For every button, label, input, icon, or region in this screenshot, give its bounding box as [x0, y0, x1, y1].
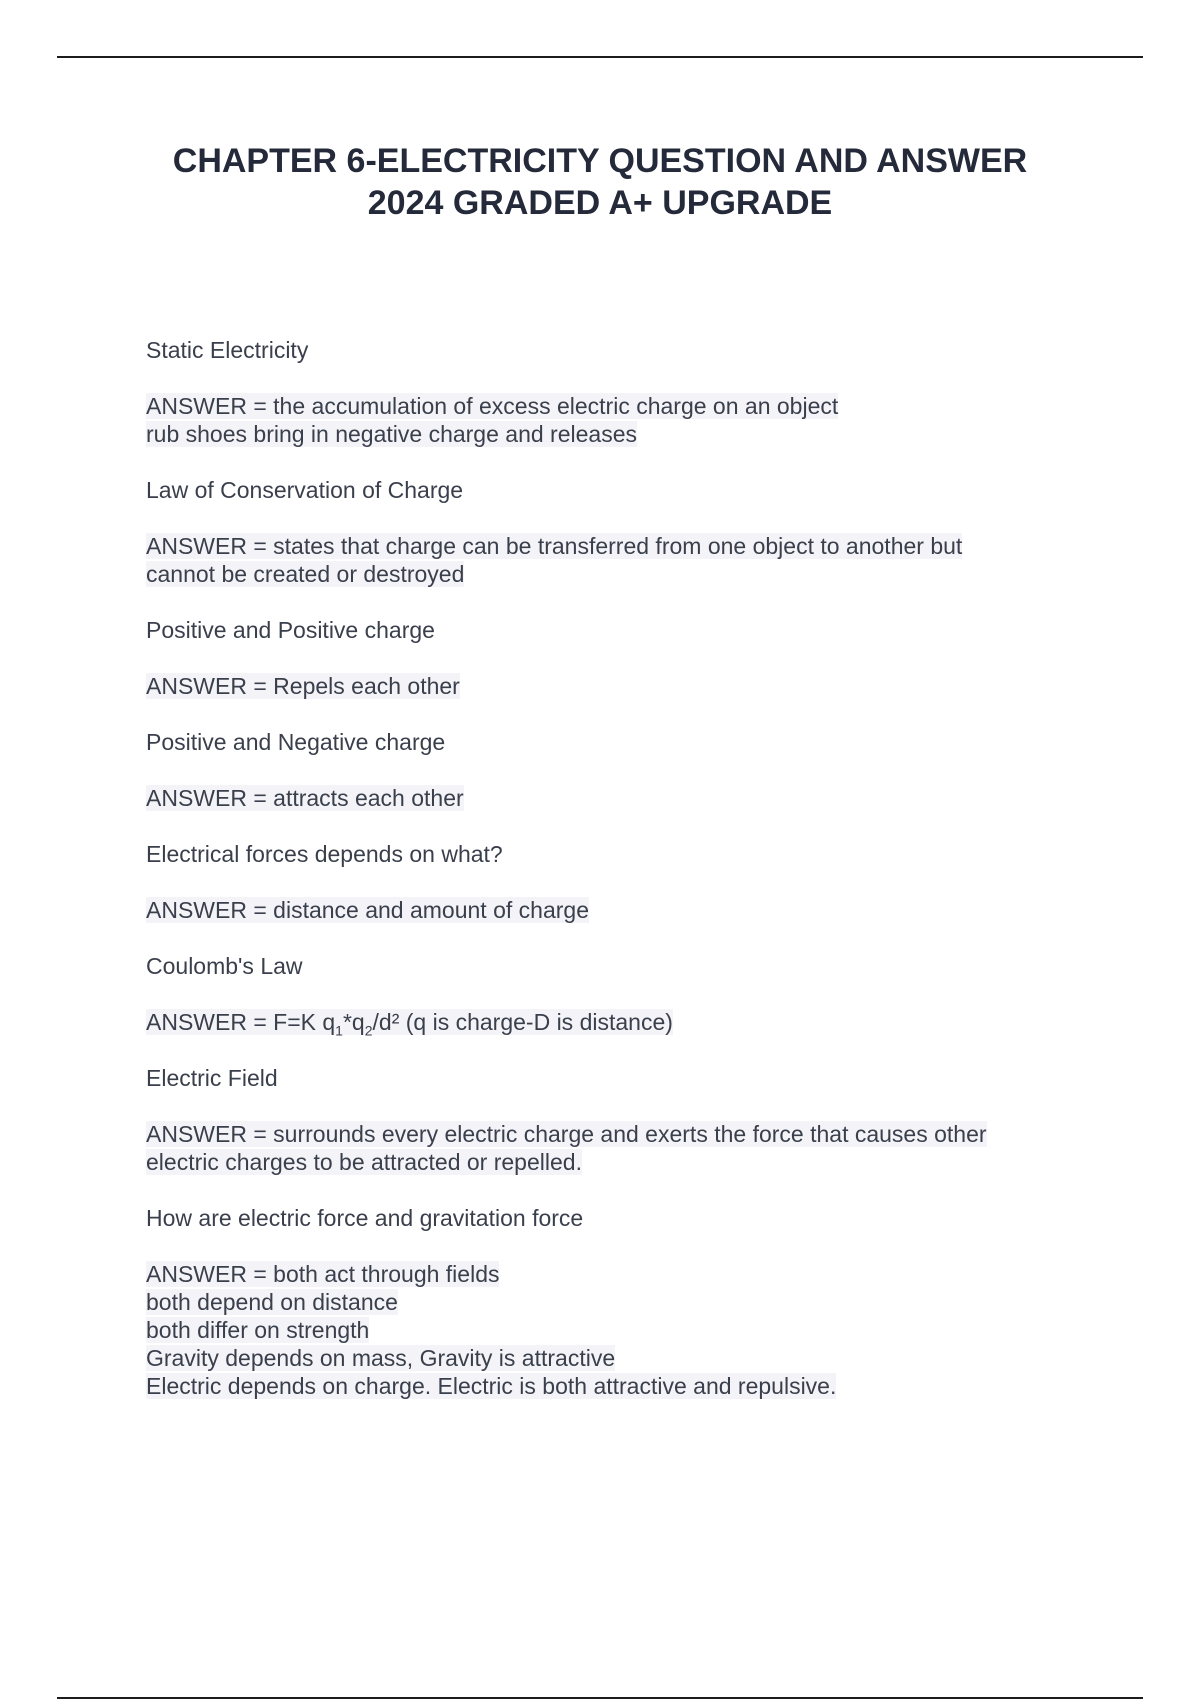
- answer: [146, 532, 1046, 588]
- answer: [146, 1120, 1046, 1176]
- qa-item-coulombs-law: [146, 952, 1046, 1039]
- answer-line: both depend on distance: [146, 1289, 398, 1315]
- formula-subscript-1: 1: [335, 1022, 343, 1039]
- qa-item-electric-vs-gravitation: [146, 1204, 1046, 1400]
- answer-line: Gravity depends on mass, Gravity is attractive: [146, 1345, 616, 1371]
- bottom-rule: [57, 1697, 1143, 1699]
- answer-line: ANSWER = distance and amount of charge: [146, 897, 589, 923]
- answer: [146, 672, 1046, 700]
- qa-item-conservation-of-charge: [146, 476, 1046, 588]
- answer-line: ANSWER = surrounds every electric charge and exerts the force that causes other: [146, 1121, 987, 1147]
- question: Static Electricity: [146, 337, 309, 363]
- question: Electrical forces depends on what?: [146, 841, 503, 867]
- answer: [146, 1008, 1046, 1039]
- qa-item-electric-field: [146, 1064, 1046, 1176]
- qa-item-static-electricity: [146, 336, 1046, 448]
- qa-item-electrical-forces: [146, 840, 1046, 924]
- answer-formula: [146, 1009, 673, 1039]
- answer-line: both differ on strength: [146, 1317, 370, 1343]
- qa-list: [146, 336, 1046, 1428]
- qa-item-positive-positive: [146, 616, 1046, 700]
- formula-subscript-2: 2: [364, 1022, 373, 1039]
- answer-line: ANSWER = attracts each other: [146, 785, 464, 811]
- formula-middle: *q: [342, 1009, 365, 1035]
- question: Coulomb's Law: [146, 953, 303, 979]
- answer-line: ANSWER = the accumulation of excess electric charge on an object: [146, 393, 839, 419]
- answer: [146, 1260, 1046, 1400]
- question: Electric Field: [146, 1065, 278, 1091]
- title-line-1: CHAPTER 6-ELECTRICITY QUESTION AND ANSWER: [172, 142, 1028, 180]
- document-title: [57, 140, 1143, 224]
- formula-suffix: /d² (q is charge-D is distance): [372, 1009, 673, 1035]
- answer-line: ANSWER = Repels each other: [146, 673, 460, 699]
- answer: [146, 784, 1046, 812]
- formula-prefix: ANSWER = F=K q: [146, 1009, 336, 1035]
- answer-line: cannot be created or destroyed: [146, 561, 465, 587]
- answer-line: rub shoes bring in negative charge and releases: [146, 421, 637, 447]
- answer-line: ANSWER = states that charge can be transferred from one object to another but: [146, 533, 963, 559]
- question: Positive and Negative charge: [146, 729, 446, 755]
- answer-line: ANSWER = both act through fields: [146, 1261, 500, 1287]
- answer-line: Electric depends on charge. Electric is both attractive and repulsive.: [146, 1373, 837, 1399]
- question: How are electric force and gravitation force: [146, 1205, 584, 1231]
- answer: [146, 896, 1046, 924]
- question: Positive and Positive charge: [146, 617, 435, 643]
- question: Law of Conservation of Charge: [146, 477, 464, 503]
- qa-item-positive-negative: [146, 728, 1046, 812]
- top-rule: [57, 56, 1143, 58]
- answer-line: electric charges to be attracted or repelled.: [146, 1149, 582, 1175]
- answer: [146, 392, 1046, 448]
- title-line-2: 2024 GRADED A+ UPGRADE: [367, 184, 833, 222]
